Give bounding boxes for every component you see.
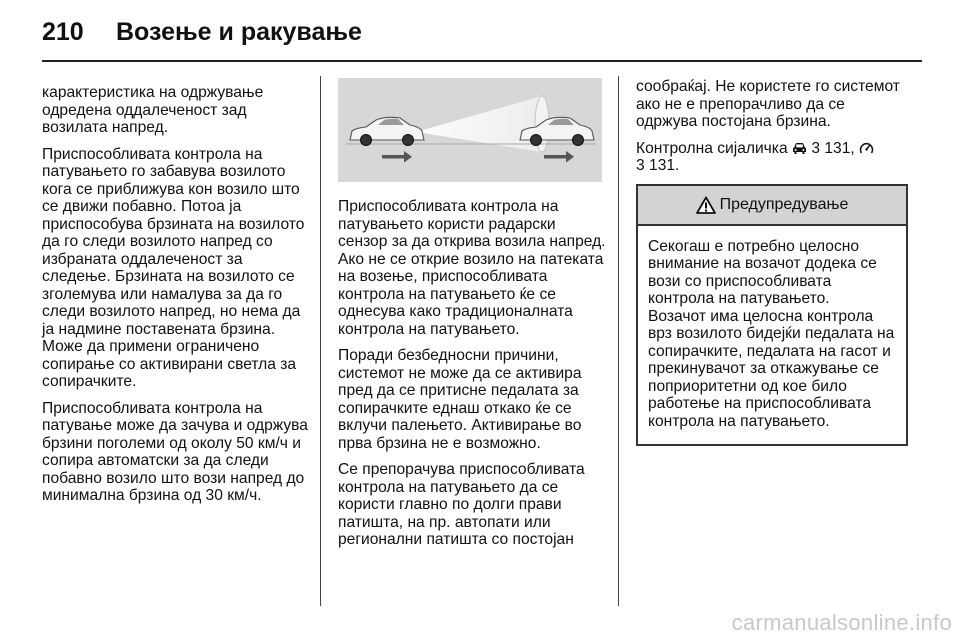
- paragraph: Се препорачува приспособливата контрола на патувањето да се користи главно по долги прави патишта, на пр. автопати или регионални патишта со постојан: [338, 461, 585, 548]
- page-number: 210: [42, 18, 84, 46]
- paragraph: Приспособливата контрола на патувањето го забавува возилото кога се приближува кон возило што се движи побавно. Потоа ја приспособува брзината на возилото да го следи возилото напред со избраната оддалеченост за следење. Брзината на возилото се зголемува или намалува за да го следи возилото напред, но нема да ја надмине поставената брзина. Може да примени ограничено сопирање со активирани светла за сопирачките.: [42, 145, 305, 390]
- warning-title: Предупредување: [719, 195, 849, 213]
- paragraph: карактеристика на одржување одредена оддалеченост зад возилата напред.: [42, 84, 264, 136]
- page-header: [42, 12, 922, 52]
- warning-triangle-icon: [696, 196, 716, 214]
- text-column-3: [636, 78, 908, 446]
- text-column-1: [42, 84, 314, 514]
- warning-header: [638, 186, 906, 226]
- header-rule: [42, 60, 922, 62]
- direction-arrow-left: [382, 151, 412, 163]
- radar-illustration-svg: [338, 78, 602, 182]
- warning-box: [636, 184, 908, 447]
- page-title: Возење и ракување: [116, 18, 362, 46]
- indicator-references: [636, 140, 908, 175]
- reference-symbol: 3: [636, 157, 645, 174]
- warning-paragraph: Возачот има целосна контрола врз возилото бидејќи педалата на сопирачките, педалата на гасот и прекинувачот за откажување се поприоритетни од кое било работење на приспособливата контрола на патувањето.: [648, 307, 895, 430]
- paragraph: Приспособливата контрола на патување може да зачува и одржува брзини поголеми од околу 50 км/ч и сопира автоматски за да следи побавно возило што вози напред до минимална брзина од 30 км/ч.: [42, 399, 308, 504]
- text-column-2: [338, 198, 608, 558]
- page-reference[interactable]: 131,: [824, 139, 855, 157]
- column-divider-2: [618, 76, 619, 606]
- paragraph: Поради безбедносни причини, системот не може да се активира пред да се притисне педалата за сопирачките еднаш откако ќе се вклучи палењето. Активирање во прва брзина не е возможно.: [338, 347, 582, 452]
- indicator-prefix: Контролна сијаличка: [636, 139, 788, 157]
- page-reference[interactable]: 131.: [649, 157, 680, 174]
- warning-body: [638, 226, 906, 445]
- warning-paragraph: Секогаш е потребно целосно внимание на возачот додека се вози со приспособливата контрола на патувањето.: [648, 237, 877, 307]
- cruise-control-icon: [859, 142, 874, 155]
- watermark: carmanualsonline.info: [731, 610, 952, 635]
- reference-symbol: 3: [811, 139, 821, 157]
- paragraph: Приспособливата контрола на патувањето користи радарски сензор за да открива возила напред. Ако не се открие возило на патеката на возење, приспособливата контрола на патувањето ќе се однесува како традиционалната контрола на патувањето.: [338, 198, 606, 338]
- rear-car: [350, 117, 424, 145]
- direction-arrow-right: [544, 151, 574, 163]
- column-divider-1: [320, 76, 321, 606]
- car-front-icon: [792, 142, 807, 155]
- paragraph: сообраќај. Не користете го системот ако не е препорачливо да се одржува постојана брзина.: [636, 78, 900, 130]
- radar-cars-illustration: [338, 78, 602, 182]
